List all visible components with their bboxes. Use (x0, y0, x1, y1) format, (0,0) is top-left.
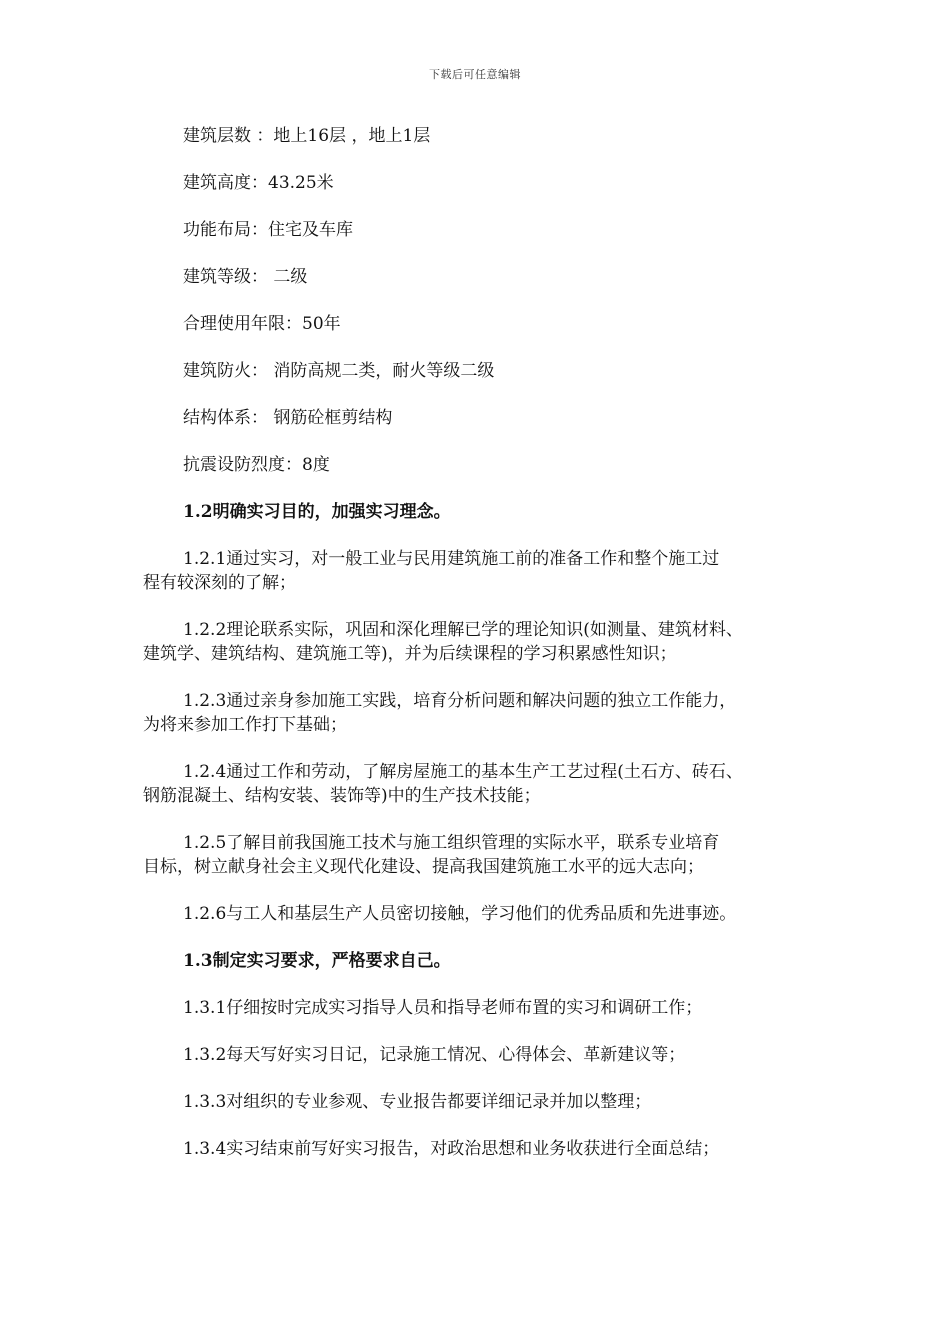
paragraph-1-3-4: 1.3.4实习结束前写好实习报告，对政治思想和业务收获进行全面总结； (183, 1139, 720, 1159)
paragraph-1-2-5 (143, 831, 813, 879)
info-grade: 建筑等级： 二级 (183, 267, 308, 287)
info-fire-protection: 建筑防火： 消防高规二类，耐火等级二级 (183, 361, 495, 381)
paragraph-line: 1.2.1通过实习，对一般工业与民用建筑施工前的准备工作和整个施工过 (183, 549, 720, 569)
info-seismic: 抗震设防烈度：8度 (183, 455, 330, 475)
page-header: 下载后可任意编辑 (429, 68, 521, 81)
paragraph-1-3-1: 1.3.1仔细按时完成实习指导人员和指导老师布置的实习和调研工作； (183, 998, 703, 1018)
paragraph-line: 1.2.2理论联系实际，巩固和深化理解已学的理论知识(如测量、建筑材料、 (183, 620, 743, 640)
paragraph-line: 1.2.5了解目前我国施工技术与施工组织管理的实际水平，联系专业培育 (183, 833, 720, 853)
paragraph-line: 1.2.6与工人和基层生产人员密切接触，学习他们的优秀品质和先进事迹。 (183, 904, 737, 924)
info-height: 建筑高度：43.25米 (183, 173, 334, 193)
section-heading-1-2: 1.2明确实习目的，加强实习理念。 (183, 502, 451, 522)
info-floors: 建筑层数 ：地上16层 ，地上1层 (183, 126, 431, 146)
paragraph-line: 建筑学、建筑结构、建筑施工等)，并为后续课程的学习积累感性知识； (143, 644, 677, 664)
paragraph-line: 1.2.4通过工作和劳动，了解房屋施工的基本生产工艺过程(土石方、砖石、 (183, 762, 743, 782)
paragraph-line: 程有较深刻的了解； (143, 573, 296, 593)
info-function: 功能布局：住宅及车库 (183, 220, 353, 240)
paragraph-line: 钢筋混凝土、结构安装、装饰等)中的生产技术技能； (143, 786, 541, 806)
paragraph-1-2-3 (143, 689, 813, 737)
paragraph-1-2-1 (143, 547, 813, 595)
paragraph-1-3-2: 1.3.2每天写好实习日记，记录施工情况、心得体会、革新建议等； (183, 1045, 686, 1065)
paragraph-line: 1.2.3通过亲身参加施工实践，培育分析问题和解决问题的独立工作能力， (183, 691, 737, 711)
paragraph-1-2-6 (143, 902, 813, 926)
paragraph-line: 为将来参加工作打下基础； (143, 715, 347, 735)
document-body (143, 124, 813, 1184)
paragraph-line: 目标，树立献身社会主义现代化建设、提高我国建筑施工水平的远大志向； (143, 857, 704, 877)
info-service-life: 合理使用年限：50年 (183, 314, 341, 334)
paragraph-1-2-2 (143, 618, 813, 666)
info-structure: 结构体系： 钢筋砼框剪结构 (183, 408, 393, 428)
section-heading-1-3: 1.3制定实习要求，严格要求自己。 (183, 951, 451, 971)
paragraph-1-3-3: 1.3.3对组织的专业参观、专业报告都要详细记录并加以整理； (183, 1092, 652, 1112)
paragraph-1-2-4 (143, 760, 813, 808)
